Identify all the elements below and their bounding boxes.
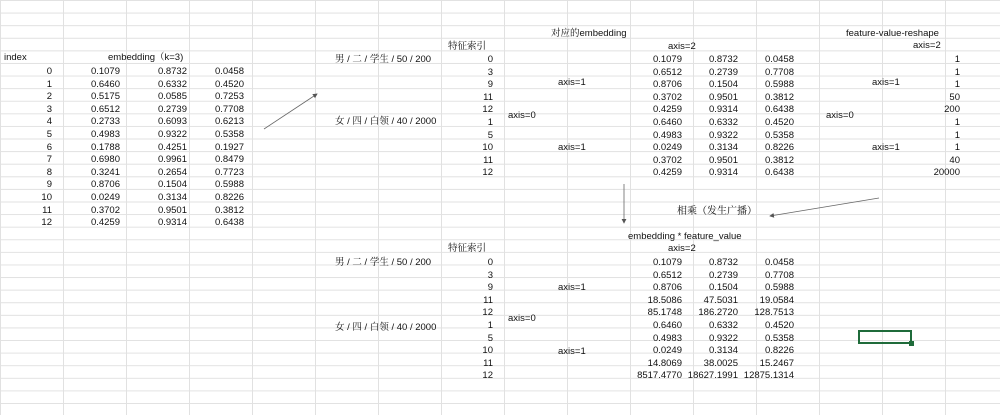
sample-1-label-bottom: 男 / 二 / 学生 / 50 / 200: [335, 257, 432, 268]
left-value-cell: 0.7253: [214, 91, 244, 103]
bottom-value-cell: 0.6460: [652, 320, 682, 331]
right-axis1-label-a: axis=1: [872, 77, 900, 88]
top-value-cell: 0.6438: [764, 167, 794, 179]
left-value-cell: 0.7708: [214, 103, 244, 115]
top-index-cell: 9: [487, 79, 493, 91]
top-value-cell: 0.9322: [708, 129, 738, 141]
feature-value-cell: 200: [944, 104, 960, 116]
left-value-cell: 0.8226: [214, 192, 244, 203]
left-value-cell: 0.1504: [157, 179, 187, 191]
bottom-index-cell: 11: [483, 357, 493, 369]
top-value-cell: 0.9314: [708, 104, 738, 116]
left-index-cell: 9: [46, 179, 52, 191]
bottom-value-cell: 186.2720: [698, 307, 738, 319]
bottom-value-cell: 0.8226: [764, 345, 794, 357]
left-value-cell: 0.2733: [90, 116, 120, 128]
top-value-cell: 0.0458: [764, 54, 794, 65]
top-value-cell: 0.5358: [764, 129, 794, 141]
bottom-value-cell: 0.4520: [764, 320, 794, 331]
left-value-cell: 0.1079: [90, 66, 120, 77]
left-value-cell: 0.3812: [214, 204, 244, 216]
bottom-index-cell: 9: [487, 282, 493, 294]
bottom-value-cell: 18627.1991: [687, 370, 738, 382]
index-header: index: [4, 52, 27, 63]
top-value-cell: 0.8226: [764, 142, 794, 154]
feature-value-cell: 50: [949, 91, 960, 103]
left-value-cell: 0.5175: [90, 91, 120, 103]
top-value-cell: 0.3812: [764, 91, 794, 103]
feature-value-cell: 1: [954, 79, 960, 91]
top-index-cell: 12: [482, 167, 493, 179]
left-value-cell: 0.5988: [214, 179, 244, 191]
sample-2-label: 女 / 四 / 白领 / 40 / 2000: [335, 116, 437, 127]
arrow-right-to-broadcast: [770, 198, 879, 216]
left-index-cell: 0: [46, 66, 52, 77]
left-value-cell: 0.6332: [157, 78, 187, 90]
left-index-cell: 2: [46, 91, 52, 103]
top-middle-title: 对应的embedding: [551, 28, 627, 39]
left-value-cell: 0.3241: [90, 166, 120, 178]
bottom-value-cell: 0.8732: [708, 257, 738, 268]
top-index-cell: 11: [483, 154, 493, 166]
top-value-cell: 0.9501: [708, 154, 738, 166]
left-value-cell: 0.0585: [157, 91, 187, 103]
bottom-middle-title: embedding * feature_value: [628, 231, 742, 242]
right-axis1-label-b: axis=1: [872, 142, 900, 153]
left-value-cell: 0.6980: [90, 154, 120, 166]
top-value-cell: 0.8706: [652, 79, 682, 91]
top-value-cell: 0.1504: [708, 79, 738, 91]
left-value-cell: 0.4259: [90, 217, 120, 229]
left-value-cell: 0.6213: [214, 116, 244, 128]
left-value-cell: 0.2654: [157, 166, 187, 178]
top-value-cell: 0.4259: [652, 104, 682, 116]
left-index-cell: 1: [46, 78, 52, 90]
left-index-cell: 3: [46, 103, 52, 115]
selected-cell[interactable]: [858, 330, 912, 344]
top-value-cell: 0.3702: [652, 154, 682, 166]
bottom-index-cell: 0: [487, 257, 493, 268]
left-value-cell: 0.4983: [90, 129, 120, 140]
bottom-feature-index-header: 特征索引: [448, 243, 487, 254]
left-value-cell: 0.3702: [90, 204, 120, 216]
left-value-cell: 0.9314: [157, 217, 187, 229]
bottom-value-cell: 0.7708: [764, 269, 794, 281]
bottom-value-cell: 0.0249: [652, 345, 682, 357]
left-index-cell: 6: [46, 141, 52, 153]
feature-value-cell: 40: [949, 154, 960, 166]
left-value-cell: 0.6438: [214, 217, 244, 229]
bottom-index-cell: 3: [487, 269, 493, 281]
left-value-cell: 0.2739: [157, 103, 187, 115]
bottom-value-cell: 0.8706: [652, 282, 682, 294]
left-value-cell: 0.1788: [90, 141, 120, 153]
bottom-value-cell: 0.1079: [652, 257, 682, 268]
left-value-cell: 0.4251: [157, 141, 187, 153]
bottom-value-cell: 12875.1314: [743, 370, 794, 382]
left-index-cell: 5: [46, 129, 52, 140]
top-value-cell: 0.2739: [708, 66, 738, 78]
top-value-cell: 0.9501: [708, 91, 738, 103]
top-value-cell: 0.6460: [652, 117, 682, 128]
bottom-value-cell: 14.8069: [647, 357, 682, 369]
bottom-value-cell: 0.6332: [708, 320, 738, 331]
left-value-cell: 0.8732: [157, 66, 187, 77]
bottom-value-cell: 0.9322: [708, 332, 738, 344]
bottom-value-cell: 0.6512: [652, 269, 682, 281]
top-value-cell: 0.4983: [652, 129, 682, 141]
left-index-cell: 7: [46, 154, 52, 166]
top-value-cell: 0.4259: [652, 167, 682, 179]
bottom-value-cell: 0.4983: [652, 332, 682, 344]
bottom-value-cell: 0.5358: [764, 332, 794, 344]
arrow-left-to-samples: [264, 94, 317, 129]
left-value-cell: 0.6093: [157, 116, 187, 128]
bottom-value-cell: 0.3134: [708, 345, 738, 357]
top-axis1-label-b: axis=1: [558, 142, 586, 153]
left-value-cell: 0.9501: [157, 204, 187, 216]
bottom-value-cell: 18.5086: [647, 294, 682, 306]
bottom-index-cell: 12: [482, 370, 493, 382]
top-value-cell: 0.3134: [708, 142, 738, 154]
top-value-cell: 0.6438: [764, 104, 794, 116]
left-value-cell: 0.5358: [214, 129, 244, 140]
left-value-cell: 0.6512: [90, 103, 120, 115]
sample-2-label-bottom: 女 / 四 / 白领 / 40 / 2000: [335, 322, 437, 333]
top-value-cell: 0.7708: [764, 66, 794, 78]
left-index-cell: 12: [41, 217, 52, 229]
right-axis0-label: axis=0: [826, 110, 854, 121]
feature-value-cell: 1: [954, 66, 960, 78]
bottom-value-cell: 0.2739: [708, 269, 738, 281]
top-value-cell: 0.6332: [708, 117, 738, 128]
top-value-cell: 0.9314: [708, 167, 738, 179]
left-index-cell: 8: [46, 166, 52, 178]
left-value-cell: 0.6460: [90, 78, 120, 90]
bottom-index-cell: 5: [487, 332, 493, 344]
top-value-cell: 0.3812: [764, 154, 794, 166]
right-title: feature-value-reshape: [846, 28, 939, 39]
top-index-cell: 5: [487, 129, 493, 141]
top-axis2-label: axis=2: [668, 41, 696, 52]
left-value-cell: 0.8479: [214, 154, 244, 166]
bottom-value-cell: 38.0025: [703, 357, 738, 369]
left-value-cell: 0.3134: [157, 192, 187, 203]
bottom-index-cell: 1: [487, 320, 493, 331]
bottom-value-cell: 0.0458: [764, 257, 794, 268]
feature-value-cell: 1: [954, 117, 960, 128]
broadcast-label: 相乘（发生广播）: [677, 206, 757, 217]
bottom-value-cell: 19.0584: [759, 294, 794, 306]
bottom-value-cell: 128.7513: [754, 307, 794, 319]
top-axis1-label-a: axis=1: [558, 77, 586, 88]
bottom-axis1-label-b: axis=1: [558, 346, 586, 357]
top-value-cell: 0.5988: [764, 79, 794, 91]
sample-1-label: 男 / 二 / 学生 / 50 / 200: [335, 54, 432, 65]
feature-value-cell: 1: [954, 142, 960, 154]
bottom-value-cell: 0.1504: [708, 282, 738, 294]
top-index-cell: 0: [487, 54, 493, 65]
top-feature-index-header: 特征索引: [448, 41, 487, 52]
top-axis0-label: axis=0: [508, 110, 536, 121]
top-index-cell: 11: [483, 91, 493, 103]
top-value-cell: 0.0249: [652, 142, 682, 154]
left-value-cell: 0.9961: [157, 154, 187, 166]
top-index-cell: 10: [482, 142, 493, 154]
bottom-index-cell: 12: [482, 307, 493, 319]
left-value-cell: 0.1927: [214, 141, 244, 153]
bottom-axis2-label: axis=2: [668, 243, 696, 254]
left-index-cell: 10: [41, 192, 52, 203]
left-index-cell: 4: [46, 116, 52, 128]
left-value-cell: 0.8706: [90, 179, 120, 191]
left-value-cell: 0.4520: [214, 78, 244, 90]
bottom-value-cell: 8517.4770: [637, 370, 682, 382]
left-value-cell: 0.9322: [157, 129, 187, 140]
bottom-value-cell: 15.2467: [759, 357, 794, 369]
top-index-cell: 3: [487, 66, 493, 78]
bottom-value-cell: 0.5988: [764, 282, 794, 294]
top-index-cell: 1: [487, 117, 493, 128]
feature-value-cell: 20000: [933, 167, 960, 179]
embedding-header: embedding（k=3): [108, 52, 184, 63]
left-value-cell: 0.7723: [214, 166, 244, 178]
top-value-cell: 0.1079: [652, 54, 682, 65]
top-value-cell: 0.4520: [764, 117, 794, 128]
feature-value-cell: 1: [954, 129, 960, 141]
top-index-cell: 12: [482, 104, 493, 116]
left-value-cell: 0.0458: [214, 66, 244, 77]
bottom-index-cell: 11: [483, 294, 493, 306]
bottom-value-cell: 85.1748: [647, 307, 682, 319]
bottom-index-cell: 10: [482, 345, 493, 357]
bottom-axis0-label: axis=0: [508, 313, 536, 324]
right-axis2-label: axis=2: [913, 40, 941, 51]
left-value-cell: 0.0249: [90, 192, 120, 203]
top-value-cell: 0.8732: [708, 54, 738, 65]
bottom-value-cell: 47.5031: [703, 294, 738, 306]
top-value-cell: 0.6512: [652, 66, 682, 78]
left-index-cell: 11: [42, 204, 52, 216]
bottom-axis1-label-a: axis=1: [558, 282, 586, 293]
feature-value-cell: 1: [954, 54, 960, 65]
top-value-cell: 0.3702: [652, 91, 682, 103]
